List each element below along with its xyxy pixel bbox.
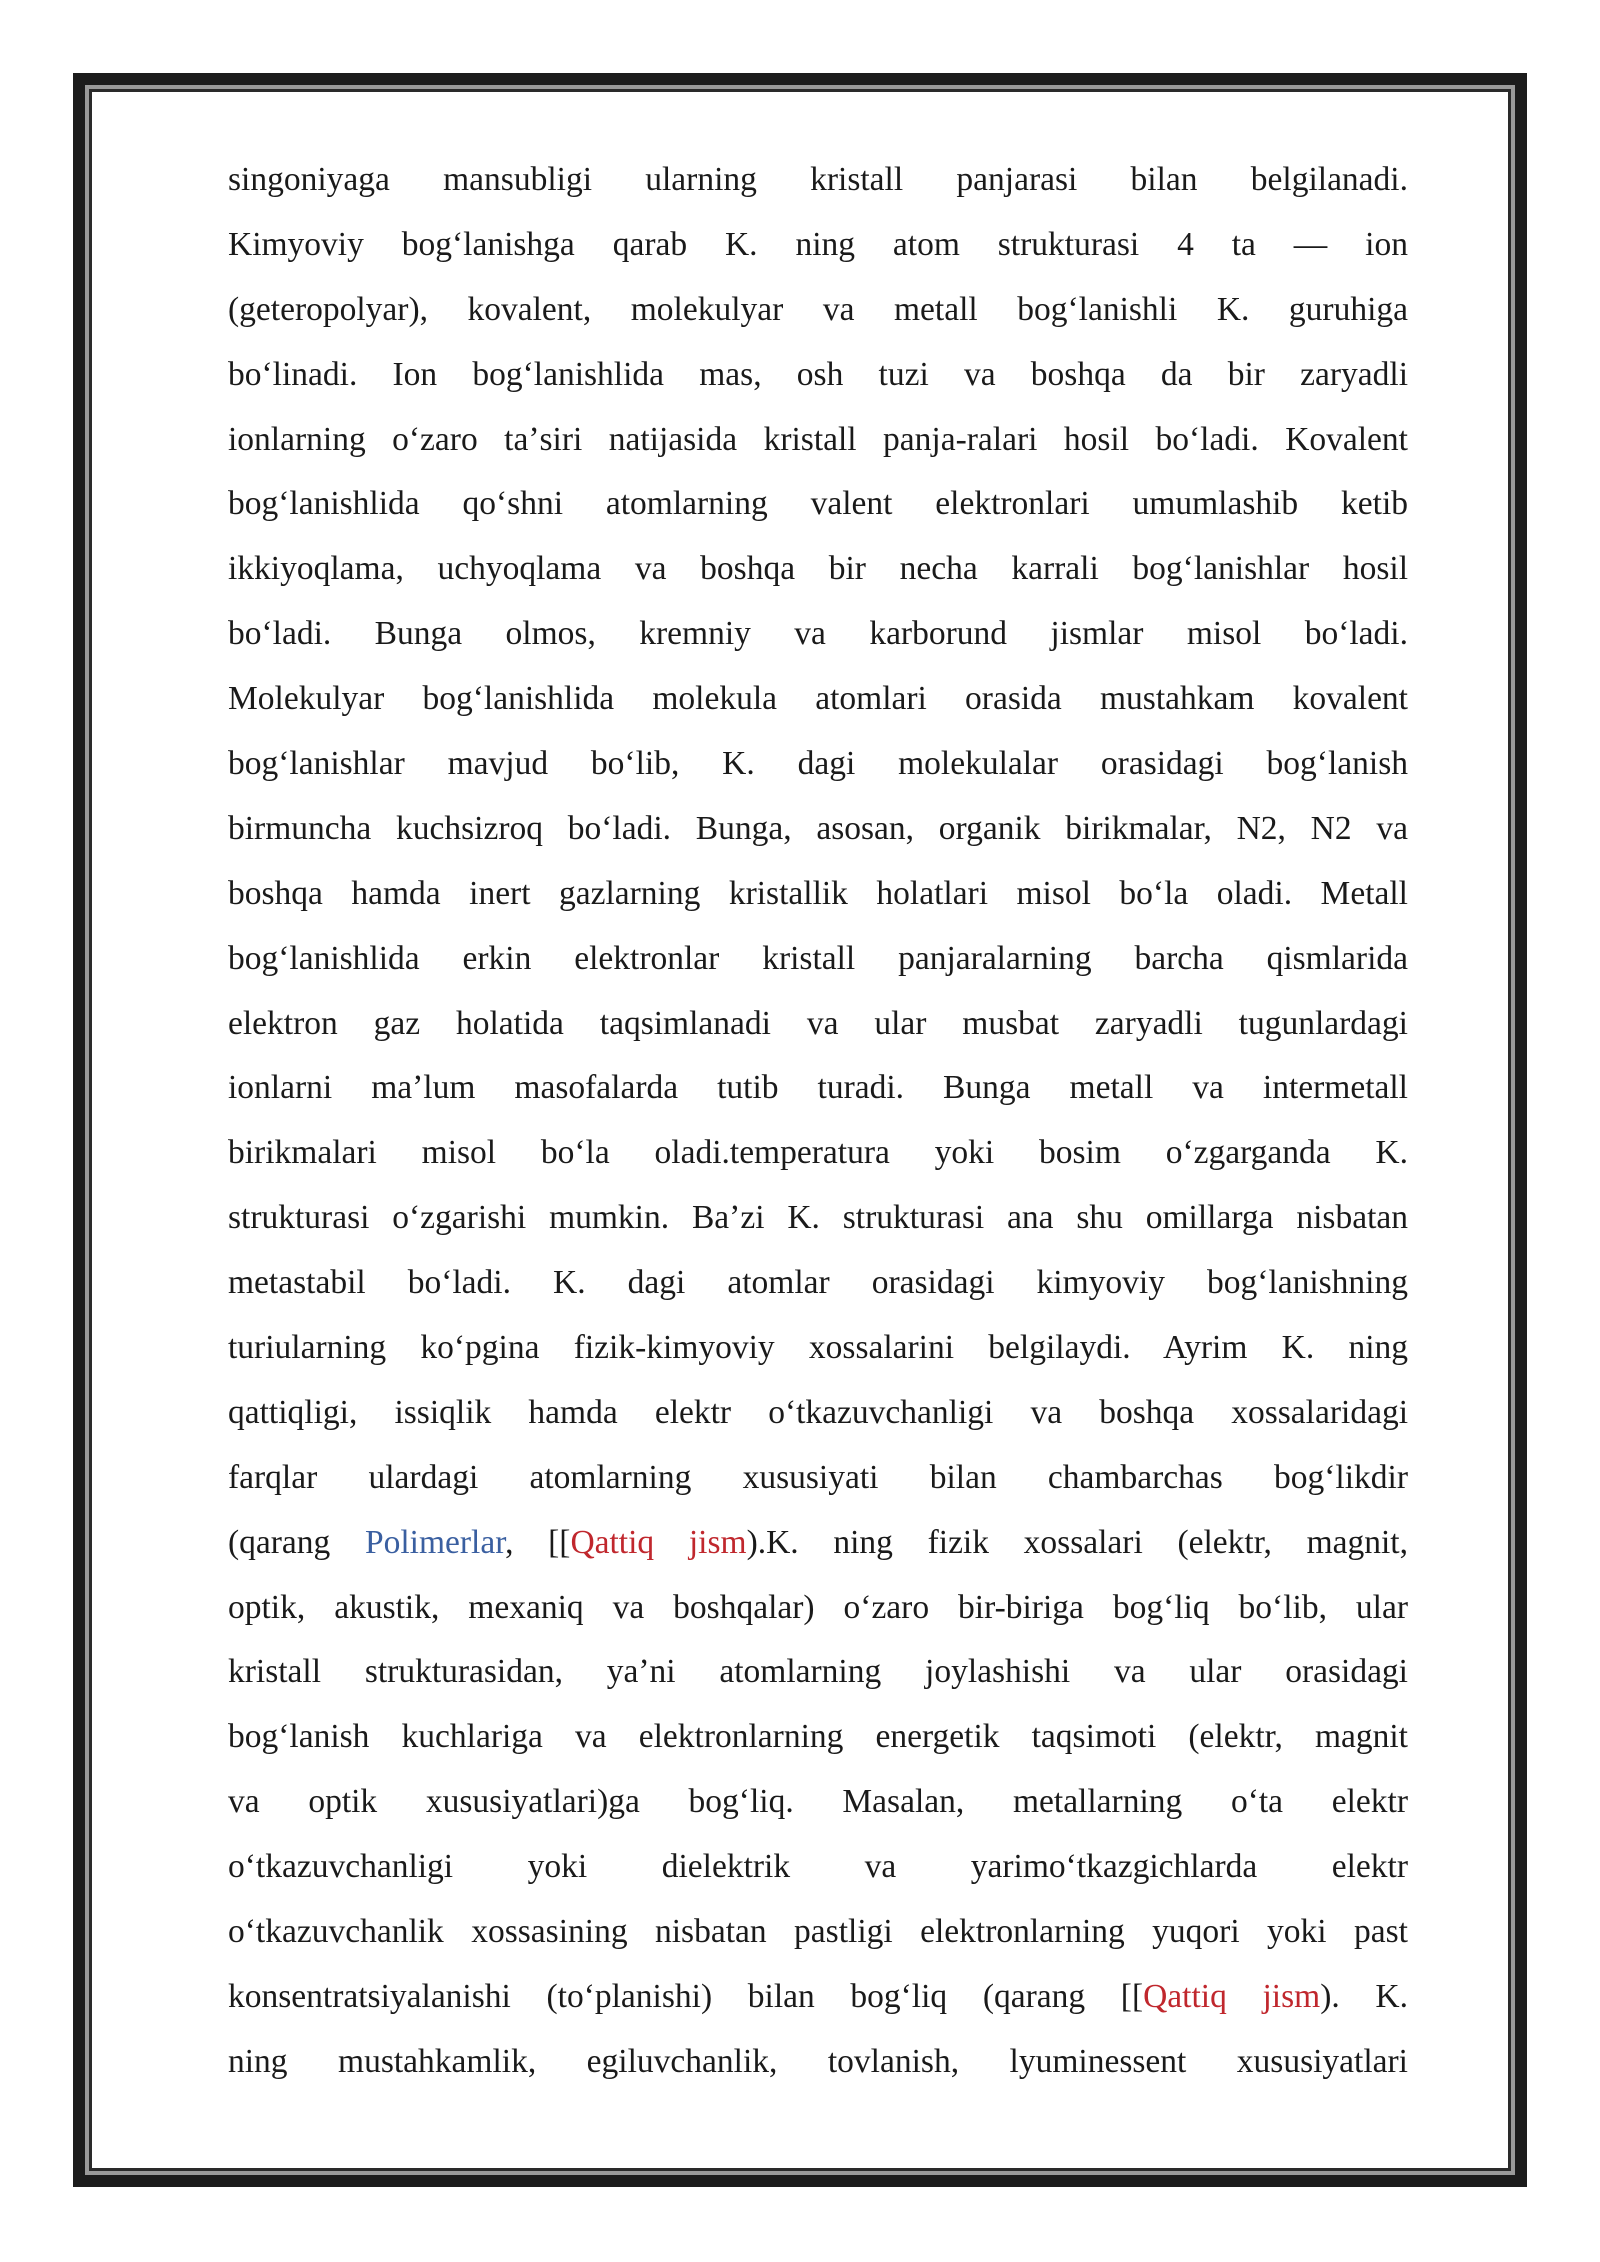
text-line: bogʻlanishlar mavjud boʻlib, K. dagi molekulalar orasidagi bogʻlanish: [228, 745, 1408, 783]
text-line: strukturasi oʻzgarishi mumkin. Baʼzi K. strukturasi ana shu omillarga nisbatan: [228, 1199, 1408, 1237]
text-line: kristall strukturasidan, yaʼni atomlarning joylashishi va ular orasidagi: [228, 1653, 1408, 1691]
text-line: turiularning koʻpgina fizik-kimyoviy xossalarini belgilaydi. Ayrim K. ning: [228, 1329, 1408, 1367]
text-line: elektron gaz holatida taqsimlanadi va ular musbat zaryadli tugunlardagi: [228, 1004, 1408, 1042]
text-line: Molekulyar bogʻlanishlida molekula atomlari orasida mustahkam kovalent: [228, 680, 1408, 718]
text-line: Kimyoviy bogʻlanishga qarab K. ning atom strukturasi 4 ta — ion: [228, 225, 1408, 263]
text-line: (geteropolyar), kovalent, molekulyar va metall bogʻlanishli K. guruhiga: [228, 290, 1408, 328]
text-line: birikmalari misol boʻla oladi.temperatura yoki bosim oʻzgarganda K.: [228, 1134, 1408, 1172]
text-line-with-link: [228, 1965, 1408, 2030]
text-line: boʻladi. Bunga olmos, kremniy va karborund jismlar misol boʻladi.: [228, 615, 1408, 653]
text-line: ikkiyoqlama, uchyoqlama va boshqa bir necha karrali bogʻlanishlar hosil: [228, 550, 1408, 588]
document-body: [228, 148, 1408, 2095]
text-line: metastabil boʻladi. K. dagi atomlar orasidagi kimyoviy bogʻlanishning: [228, 1264, 1408, 1302]
text-line: singoniyaga mansubligi ularning kristall panjarasi bilan belgilanadi.: [228, 161, 1408, 198]
line-text-segment: konsentratsiyalanishi (toʻplanishi) bilan bogʻliq (qarang [[: [228, 1977, 1144, 2015]
line-text-segment: , [[: [505, 1523, 571, 1561]
text-line: ning mustahkamlik, egiluvchanlik, tovlanish, lyuminessent xususiyatlari: [228, 2042, 1408, 2080]
text-line: bogʻlanishlida erkin elektronlar kristall panjaralarning barcha qismlarida: [228, 939, 1408, 977]
text-line: ionlarning oʻzaro taʼsiri natijasida kristall panja-ralari hosil boʻladi. Kovalent: [228, 420, 1408, 458]
text-line: oʻtkazuvchanligi yoki dielektrik va yarimoʻtkazgichlarda elektr: [228, 1848, 1408, 1886]
text-line: oʻtkazuvchanlik xossasining nisbatan pastligi elektronlarning yuqori yoki past: [228, 1913, 1408, 1951]
text-line: boshqa hamda inert gazlarning kristallik holatlari misol boʻla oladi. Metall: [228, 874, 1408, 912]
text-line: va optik xususiyatlari)ga bogʻliq. Masalan, metallarning oʻta elektr: [228, 1783, 1408, 1821]
text-line: bogʻlanishlida qoʻshni atomlarning valent elektronlari umumlashib ketib: [228, 485, 1408, 523]
text-line-with-links: [228, 1511, 1408, 1576]
text-line: ionlarni maʼlum masofalarda tutib turadi. Bunga metall va intermetall: [228, 1069, 1408, 1107]
text-line: farqlar ulardagi atomlarning xususiyati bilan chambarchas bogʻlikdir: [228, 1458, 1408, 1496]
qattiq-jism-link[interactable]: Qattiq jism: [570, 1523, 747, 1561]
line-text-segment: ).K. ning fizik xossalari (elektr, magnit,: [746, 1523, 1408, 1561]
text-line: birmuncha kuchsizroq boʻladi. Bunga, asosan, organik birikmalar, N2, N2 va: [228, 809, 1408, 847]
qattiq-jism-link[interactable]: Qattiq jism: [1143, 1977, 1321, 2015]
text-line: bogʻlanish kuchlariga va elektronlarning energetik taqsimoti (elektr, magnit: [228, 1718, 1408, 1756]
text-line: qattiqligi, issiqlik hamda elektr oʻtkazuvchanligi va boshqa xossalaridagi: [228, 1393, 1408, 1431]
polimerlar-link[interactable]: Polimerlar: [364, 1523, 506, 1561]
line-text-segment: ). K.: [1320, 1977, 1408, 2015]
text-line: boʻlinadi. Ion bogʻlanishlida mas, osh tuzi va boshqa da bir zaryadli: [228, 355, 1408, 393]
text-line: optik, akustik, mexaniq va boshqalar) oʻzaro bir-biriga bogʻliq boʻlib, ular: [228, 1588, 1408, 1626]
line-text-segment: (qarang: [228, 1523, 365, 1561]
